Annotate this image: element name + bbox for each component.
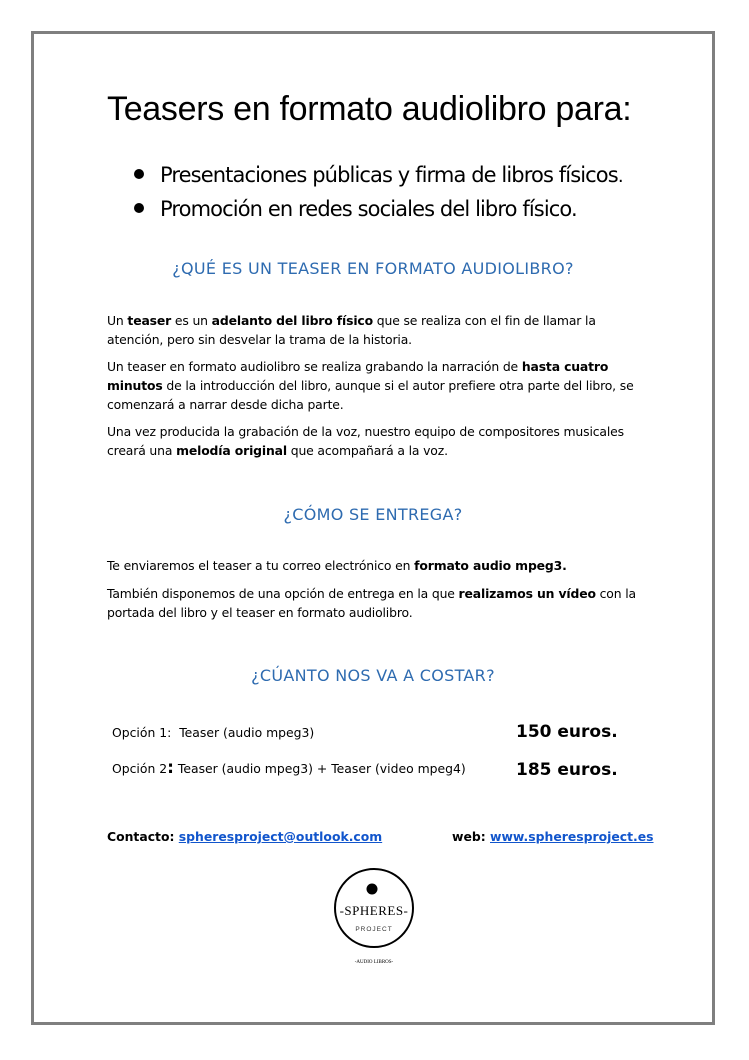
price-value: 150 euros. (516, 722, 618, 742)
page-title: Teasers en formato audiolibro para: (107, 90, 632, 128)
logo-tagline: -AUDIO LIBROS- (354, 960, 394, 965)
section-heading-delivery: ¿CÓMO SE ENTREGA? (283, 505, 463, 524)
contact-email-link[interactable]: spheresproject@outlook.com (178, 829, 383, 844)
bullet-item (130, 194, 623, 228)
paragraph-duration: Un teaser en formato audiolibro se realiza grabando la narración de hasta cuatro minutos de la introducción del libro, aunque si el autor prefiere otra parte del libro, se comenzará a narrar desde dicha parte. (107, 359, 634, 412)
price-option-2 (112, 756, 618, 782)
bullet-tail: . (617, 166, 623, 187)
bullet-icon (134, 169, 144, 179)
logo-sub: PROJECT (355, 926, 393, 933)
bullet-item (130, 160, 623, 194)
bullet-text: Promoción en redes sociales del libro físico. (160, 197, 577, 221)
price-value: 185 euros. (516, 760, 618, 780)
contact-email-line (107, 829, 382, 844)
web-label: web: (452, 829, 490, 844)
price-option-1 (112, 718, 618, 744)
contact-label: Contacto: (107, 829, 179, 844)
bullet-list (130, 160, 623, 228)
logo-name: -SPHERES- (339, 903, 409, 918)
paragraph-video-delivery: También disponemos de una opción de entrega en la que realizamos un vídeo con la portada del libro y el teaser en formato audiolibro. (107, 586, 636, 620)
spheres-logo (332, 868, 416, 968)
web-link[interactable]: www.spheresproject.es (490, 829, 654, 844)
paragraph-email-delivery: Te enviaremos el teaser a tu correo electrónico en formato audio mpeg3. (107, 558, 567, 573)
section-heading-price: ¿CÚANTO NOS VA A COSTAR? (251, 666, 495, 685)
contact-web-line (452, 829, 654, 844)
bullet-icon (134, 203, 144, 213)
section-heading-what: ¿QUÉ ES UN TEASER EN FORMATO AUDIOLIBRO? (172, 259, 574, 278)
price-option-label: Opción 1: Teaser (audio mpeg3) (112, 725, 315, 740)
paragraph-definition: Un teaser es un adelanto del libro físico que se realiza con el fin de llamar la atención, pero sin desvelar la trama de la historia. (107, 313, 596, 347)
bullet-text: Presentaciones públicas y firma de libros físicos (160, 163, 618, 187)
paragraph-music: Una vez producida la grabación de la voz, nuestro equipo de compositores musicales creará una melodía original que acompañará a la voz. (107, 424, 624, 458)
price-option-label: Opción 2: Teaser (audio mpeg3) + Teaser (video mpeg4) (112, 758, 466, 778)
